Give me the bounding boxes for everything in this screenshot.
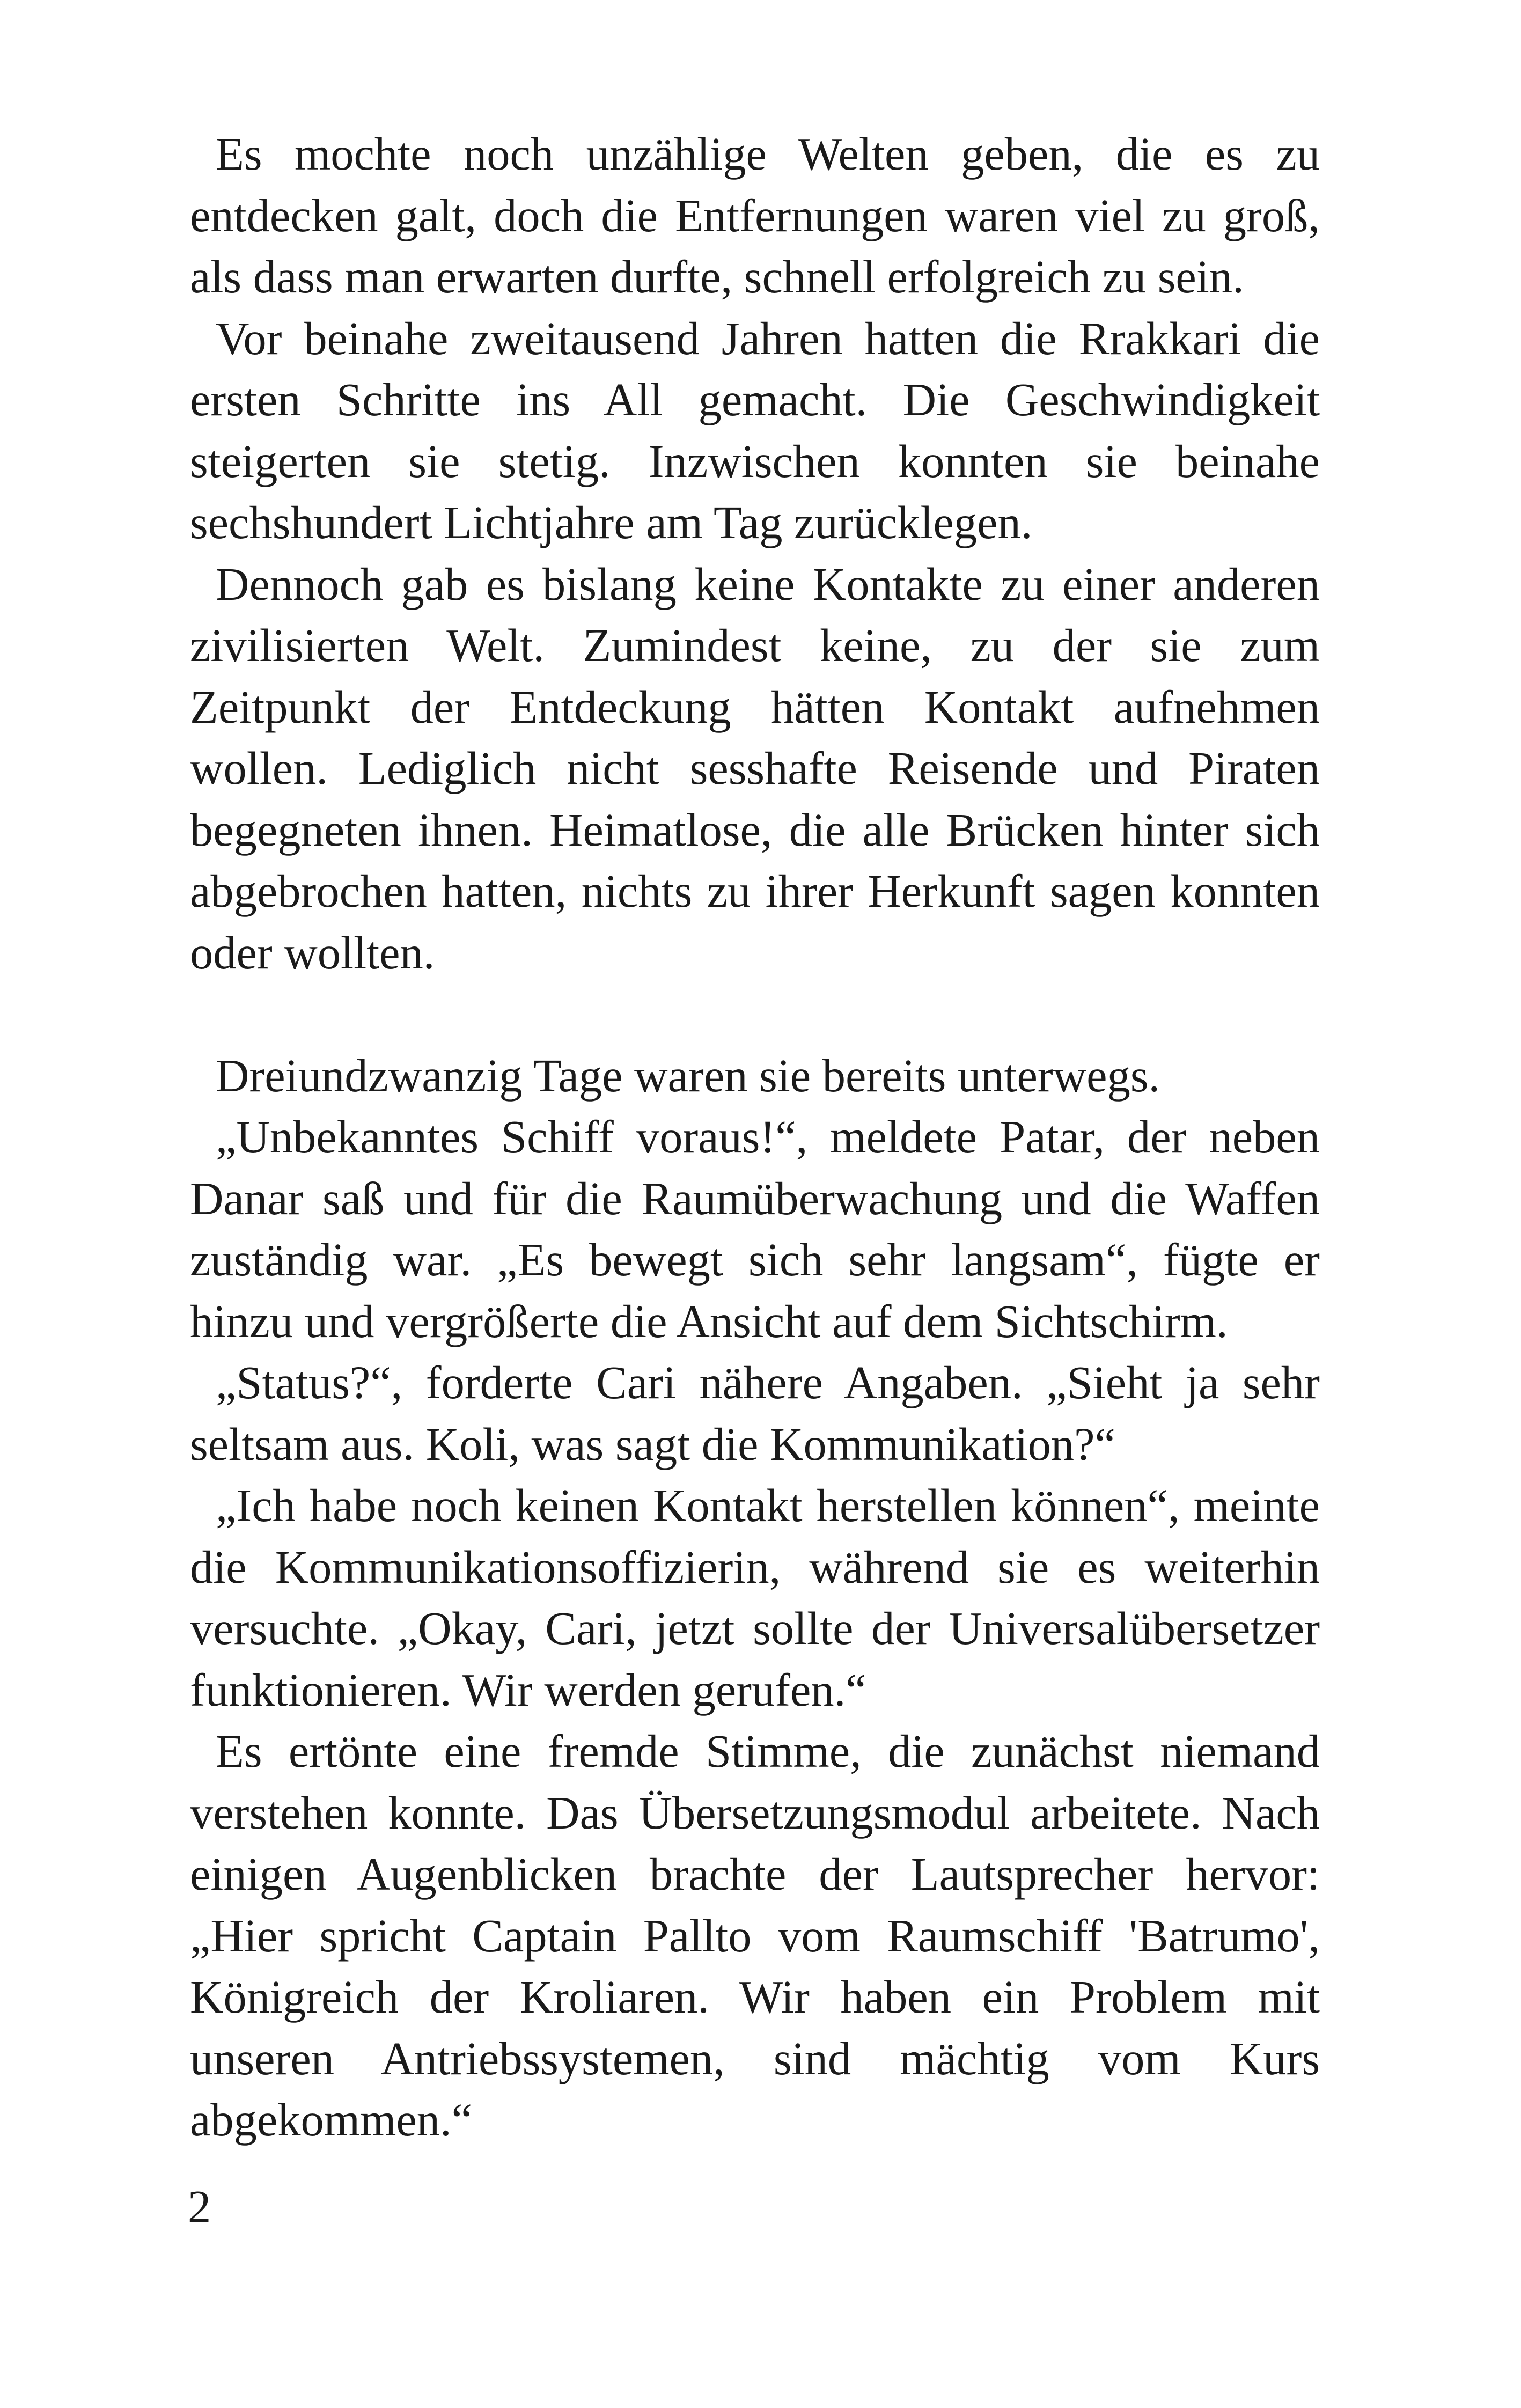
paragraph-8: Es ertönte eine fremde Stimme, die zunächst niemand verstehen konnte. Das Übersetzungsmodul arbeitete. Nach einigen Augenblicken brachte der Lautsprecher hervor: „Hier spricht Captain Pallto vom Raumschiff 'Batrumo', Königreich der Kroliaren. Wir haben ein Problem mit unseren Antriebssystemen, sind mächtig vom Kurs abgekommen.“ <box>190 1726 1320 2146</box>
paragraph-2: Vor beinahe zweitausend Jahren hatten die Rrakkari die ersten Schritte ins All gemacht. Die Geschwindigkeit steigerten sie stetig. Inzwischen konnten sie beinahe sechshundert Lichtjahre am Tag zurücklegen. <box>190 312 1320 548</box>
section-break <box>190 983 1320 1045</box>
paragraph-5: „Unbekanntes Schiff voraus!“, meldete Patar, der neben Danar saß und für die Raumüberwachung und die Waffen zuständig war. „Es bewegt sich sehr langsam“, fügte er hinzu und vergrößerte die Ansicht auf dem Sichtschirm. <box>190 1111 1320 1347</box>
paragraph-7: „Ich habe noch keinen Kontakt herstellen können“, meinte die Kommunikationsoffizierin, während sie es weiterhin versuchte. „Okay, Cari, jetzt sollte der Universalübersetzer funktionieren. Wir werden gerufen.“ <box>190 1480 1320 1716</box>
paragraph-4: Dreiundzwanzig Tage waren sie bereits unterwegs. <box>216 1049 1160 1102</box>
page-body <box>190 123 1320 2151</box>
paragraph-3: Dennoch gab es bislang keine Kontakte zu einer anderen zivilisierten Welt. Zumindest keine, zu der sie zum Zeitpunkt der Entdeckung hätten Kontakt aufnehmen wollen. Lediglich nicht sesshafte Reisende und Piraten begegneten ihnen. Heimatlose, die alle Brücken hinter sich abgebrochen hatten, nichts zu ihrer Herkunft sagen konnten oder wollten. <box>190 558 1320 979</box>
page-number: 2 <box>188 2181 211 2233</box>
paragraph-6: „Status?“, forderte Cari nähere Angaben. „Sieht ja sehr seltsam aus. Koli, was sagt die Kommunikation?“ <box>190 1357 1320 1470</box>
paragraph-1: Es mochte noch unzählige Welten geben, die es zu entdecken galt, doch die Entfernungen waren viel zu groß, als dass man erwarten durfte, schnell erfolgreich zu sein. <box>190 128 1320 303</box>
